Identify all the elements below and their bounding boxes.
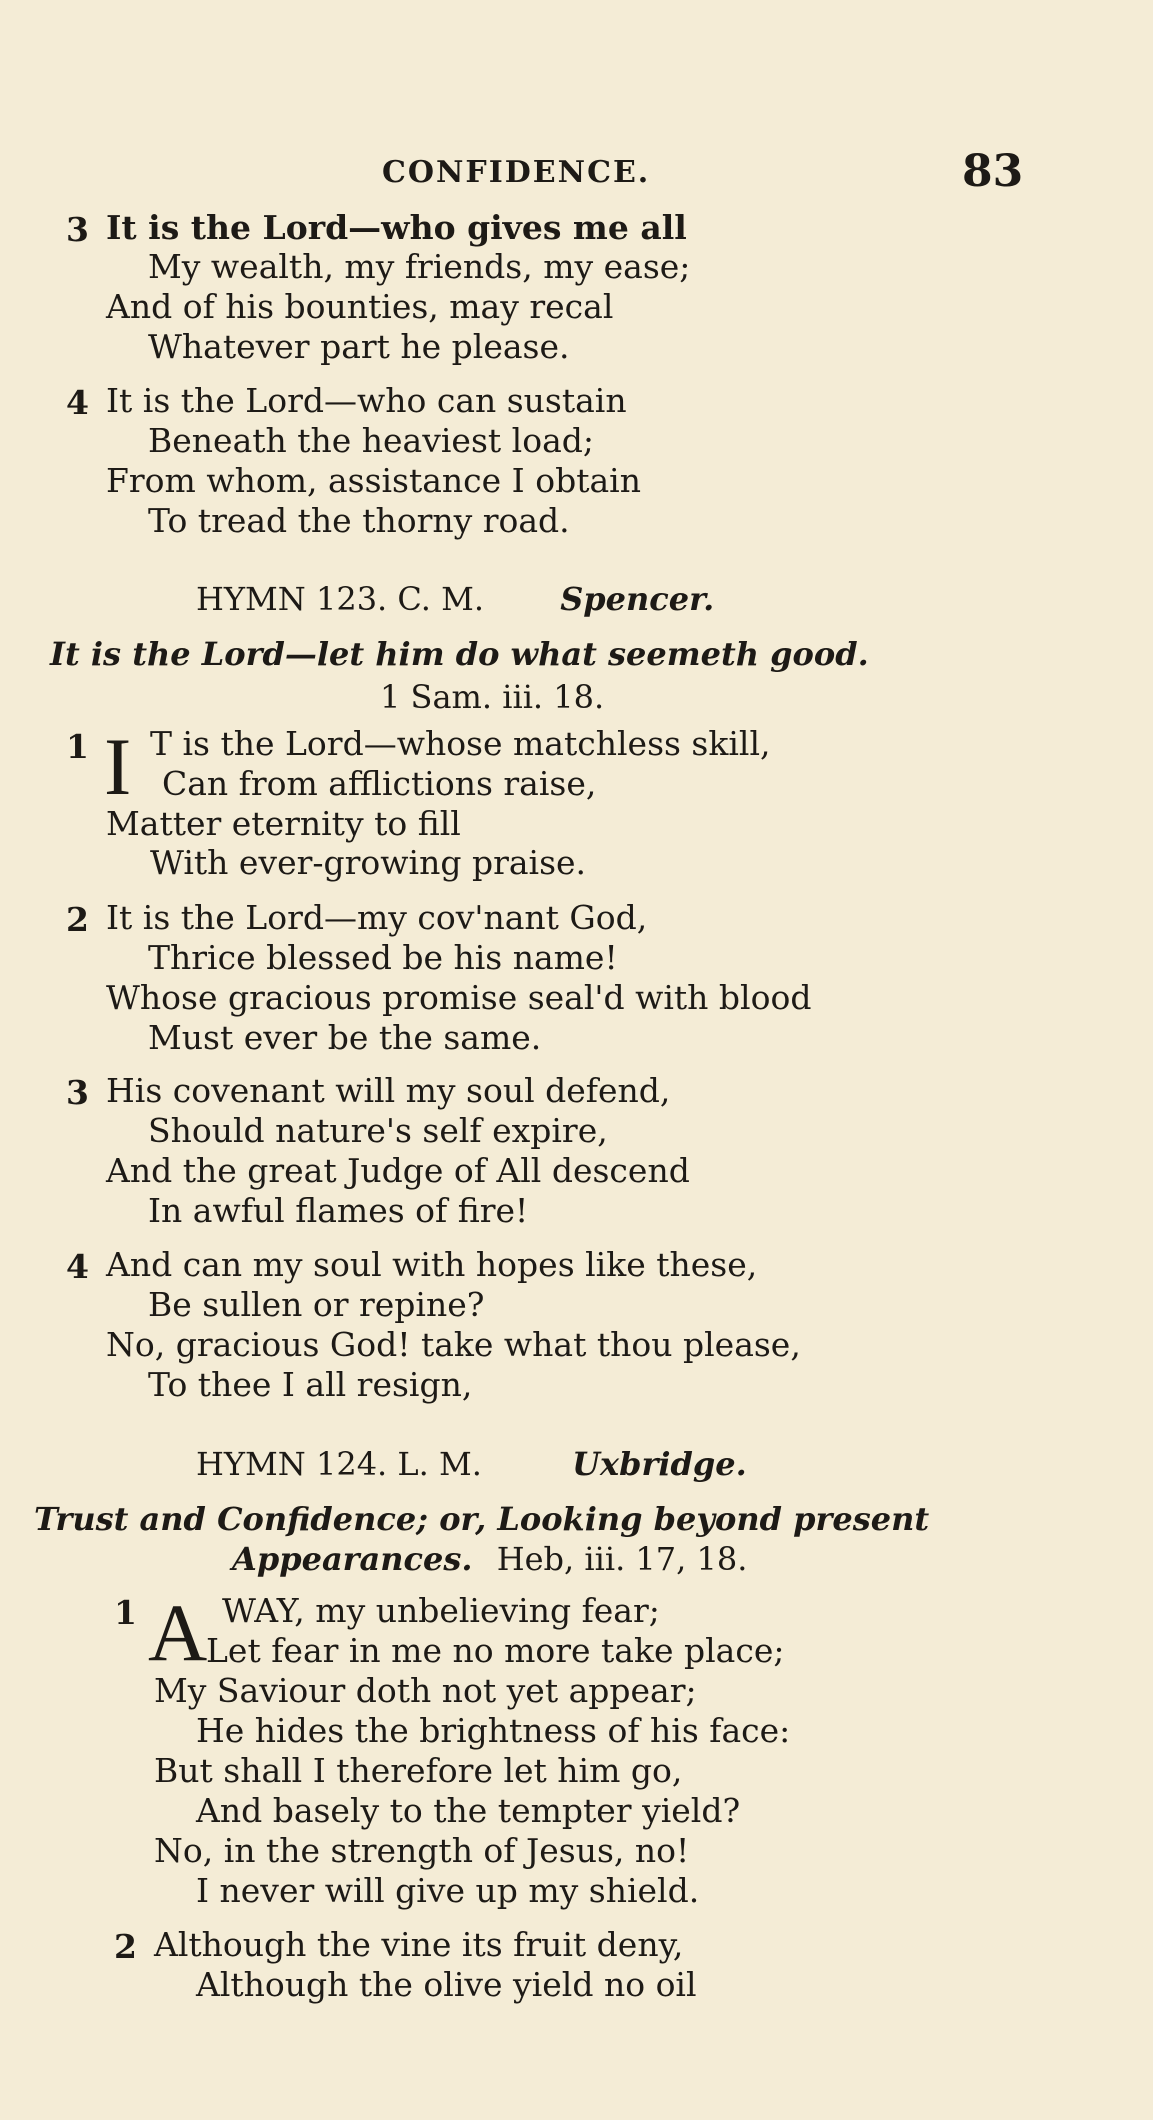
verse-line: Whatever part he please. (148, 327, 570, 366)
verse-line: And basely to the tempter yield? (196, 1791, 741, 1830)
verse-line: His covenant will my soul defend, (106, 1071, 671, 1110)
tune-name: Uxbridge. (572, 1445, 747, 1483)
verse-line: It is the Lord—who can sustain (106, 381, 627, 420)
verse-line: With ever-growing praise. (150, 843, 587, 882)
verse-number: 2 (114, 1927, 137, 1966)
verse-number: 1 (66, 727, 89, 766)
verse-line: From whom, assistance I obtain (106, 461, 641, 500)
verse-line: To tread the thorny road. (148, 501, 570, 540)
verse-line: My wealth, my friends, my ease; (148, 247, 691, 286)
verse-line: Matter eternity to fill (106, 804, 461, 843)
verse-line: No, in the strength of Jesus, no! (154, 1831, 690, 1870)
verse-line: Can from afflictions raise, (162, 764, 597, 803)
running-header: CONFIDENCE. (382, 155, 651, 190)
verse-line: And the great Judge of All descend (106, 1151, 690, 1190)
verse-line: Should nature's self expire, (148, 1111, 608, 1150)
verse-number: 1 (114, 1593, 137, 1632)
verse-number: 4 (66, 383, 89, 422)
verse-number: 3 (66, 210, 89, 249)
verse-line: To thee I all resign, (148, 1365, 473, 1404)
drop-cap: I (104, 721, 132, 812)
tune-name: Spencer. (560, 580, 715, 618)
hymn-124-heading (196, 1445, 747, 1483)
verse-line: Thrice blessed be his name! (148, 938, 618, 977)
hymn-123-subtitle: It is the Lord—let him do what seemeth good. (50, 635, 869, 673)
verse-line: WAY, my unbelieving fear; (222, 1591, 660, 1630)
hymn-124-subtitle-cont (232, 1540, 747, 1578)
verse-line: Although the olive yield no oil (196, 1965, 697, 2004)
verse-number: 2 (66, 900, 89, 939)
verse-line: Let fear in me no more take place; (206, 1631, 785, 1670)
hymn-124-subtitle: Trust and Confidence; or, Looking beyond present (34, 1500, 930, 1538)
verse-line: It is the Lord—who gives me all (106, 208, 687, 247)
hymn-123-heading (196, 580, 714, 618)
verse-line: He hides the brightness of his face: (196, 1711, 791, 1750)
verse-line: In awful flames of fire! (148, 1191, 529, 1230)
hymn-number-meter: HYMN 123. C. M. (196, 580, 485, 618)
subtitle-line: Appearances. (232, 1540, 473, 1578)
scripture-reference: Heb, iii. 17, 18. (496, 1540, 748, 1578)
hymn-number-meter: HYMN 124. L. M. (196, 1445, 482, 1483)
verse-line: But shall I therefore let him go, (154, 1751, 683, 1790)
verse-line: And can my soul with hopes like these, (106, 1245, 758, 1284)
verse-line: I never will give up my shield. (196, 1871, 700, 1910)
verse-line: My Saviour doth not yet appear; (154, 1671, 697, 1710)
verse-line: Be sullen or repine? (148, 1285, 485, 1324)
verse-line: It is the Lord—my cov'nant God, (106, 898, 648, 937)
verse-line: And of his bounties, may recal (106, 287, 614, 326)
verse-line: Beneath the heaviest load; (148, 421, 594, 460)
verse-line: T is the Lord—whose matchless skill, (150, 724, 771, 763)
drop-cap: A (148, 1587, 208, 1678)
verse-line: Although the vine its fruit deny, (154, 1925, 684, 1964)
verse-number: 4 (66, 1247, 89, 1286)
scripture-reference: 1 Sam. iii. 18. (380, 678, 605, 716)
verse-line: Whose gracious promise seal'd with blood (106, 978, 812, 1017)
page-number: 83 (962, 146, 1024, 197)
verse-line: Must ever be the same. (148, 1018, 542, 1057)
verse-line: No, gracious God! take what thou please, (106, 1325, 801, 1364)
verse-number: 3 (66, 1073, 89, 1112)
